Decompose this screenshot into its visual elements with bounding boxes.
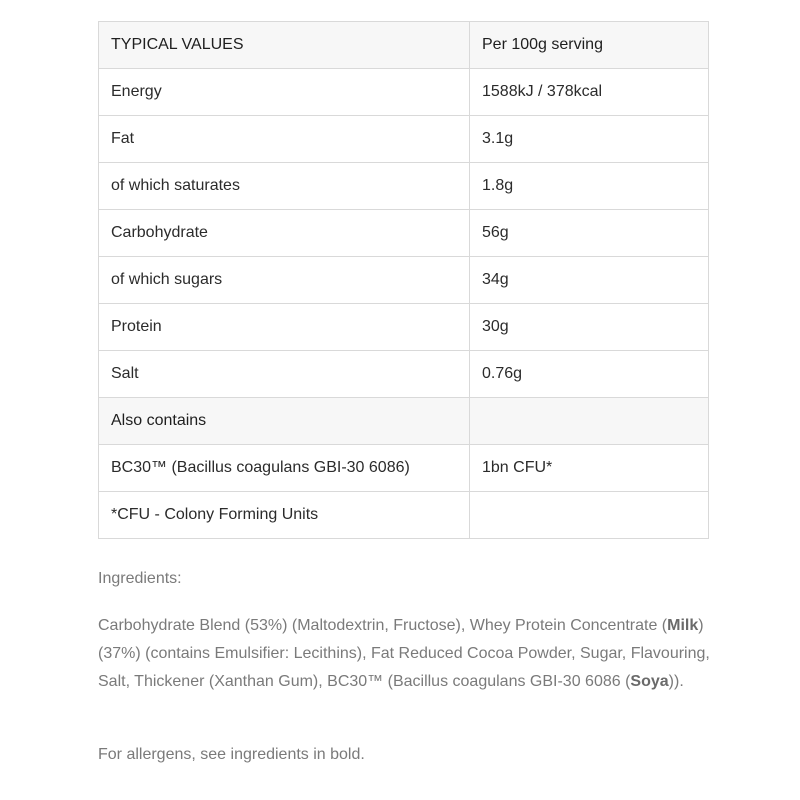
also-contains-value — [470, 398, 709, 445]
nutrient-value: 3.1g — [470, 116, 709, 163]
footnote-row — [99, 492, 709, 539]
allergen-soya: Soya — [630, 673, 669, 690]
footnote-label: *CFU - Colony Forming Units — [99, 492, 470, 539]
table-row — [99, 351, 709, 398]
nutrition-table — [98, 21, 709, 539]
nutrient-label: Fat — [99, 116, 470, 163]
table-row — [99, 69, 709, 116]
ingredients-text-part: Carbohydrate Blend (53%) (Maltodextrin, Fructose), Whey Protein Concentrate ( — [98, 617, 668, 634]
nutrient-label: Carbohydrate — [99, 210, 470, 257]
table-header-row — [99, 22, 709, 69]
header-label: TYPICAL VALUES — [99, 22, 470, 69]
nutrient-value: 0.76g — [470, 351, 709, 398]
probiotic-label: BC30™ (Bacillus coagulans GBI-30 6086) — [99, 445, 470, 492]
table-row — [99, 304, 709, 351]
nutrient-value: 56g — [470, 210, 709, 257]
nutrient-label: Salt — [99, 351, 470, 398]
nutrient-value: 30g — [470, 304, 709, 351]
probiotic-row — [99, 445, 709, 492]
allergen-milk: Milk — [667, 617, 699, 634]
probiotic-value: 1bn CFU* — [470, 445, 709, 492]
table-row — [99, 163, 709, 210]
also-contains-row — [99, 398, 709, 445]
ingredients-text-part: ) (37%) (contains Emulsifier: Lecithins), Fat Reduced Cocoa Powder, Sugar, Flavouring, Salt, Thickener (Xanthan Gum), BC30™ (Bacillus coagulans GBI-30 6086 ( — [98, 617, 710, 690]
nutrient-label: of which sugars — [99, 257, 470, 304]
nutrient-label: Protein — [99, 304, 470, 351]
table-row — [99, 210, 709, 257]
nutrient-label: of which saturates — [99, 163, 470, 210]
nutrient-label: Energy — [99, 69, 470, 116]
nutrient-value: 1.8g — [470, 163, 709, 210]
footnote-value — [470, 492, 709, 539]
ingredients-text-part: )). — [668, 673, 684, 690]
ingredients-heading: Ingredients: — [98, 570, 182, 587]
table-row — [99, 257, 709, 304]
allergen-note: For allergens, see ingredients in bold. — [98, 746, 365, 763]
ingredients-text — [98, 612, 718, 696]
table-row — [99, 116, 709, 163]
nutrient-value: 1588kJ / 378kcal — [470, 69, 709, 116]
nutrient-value: 34g — [470, 257, 709, 304]
header-value: Per 100g serving — [470, 22, 709, 69]
also-contains-label: Also contains — [99, 398, 470, 445]
